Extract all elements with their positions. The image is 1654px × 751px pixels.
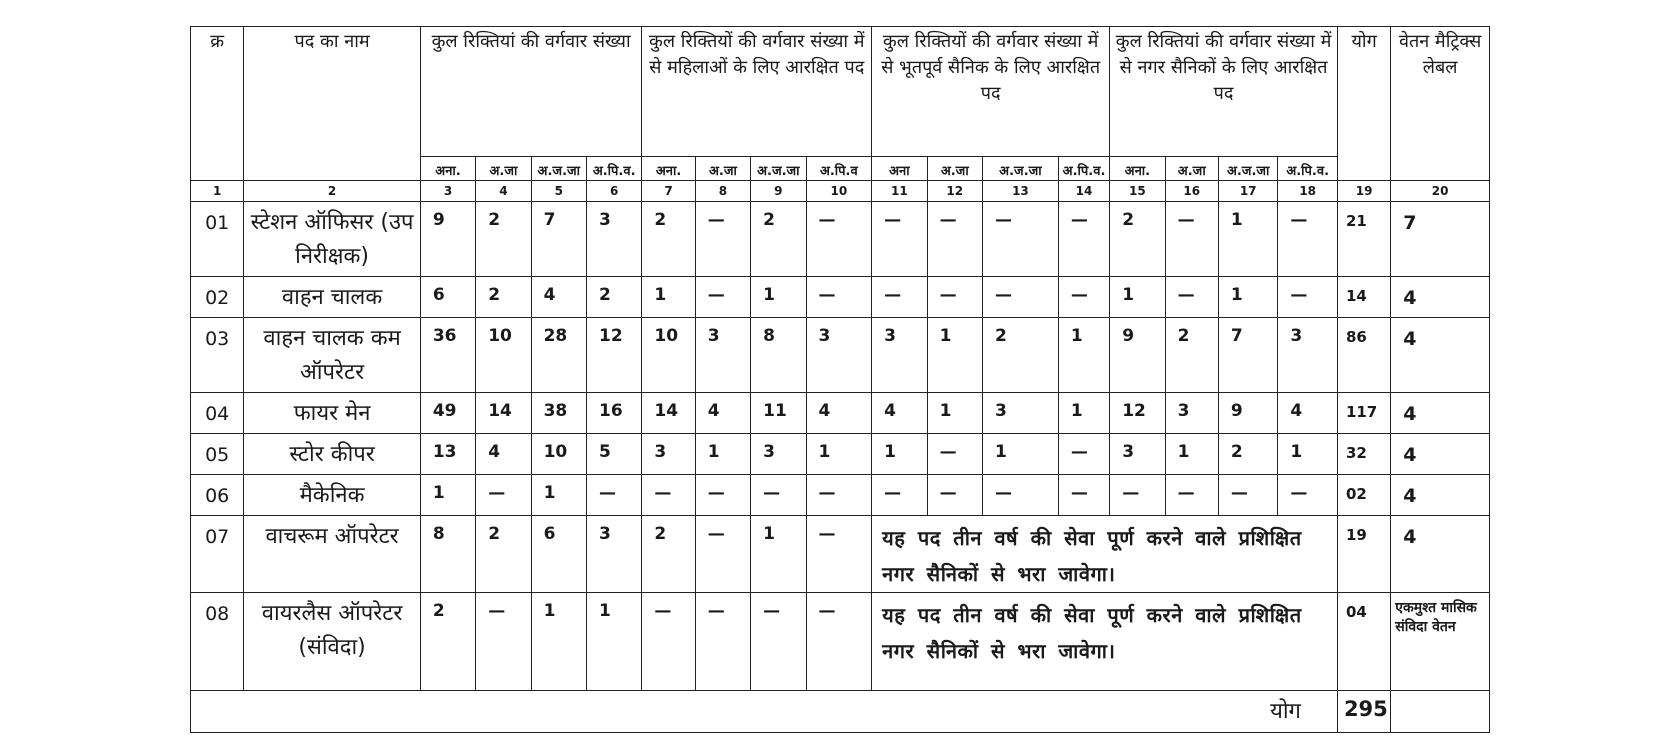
column-number: 8 <box>695 181 750 202</box>
vacancy-count: — <box>751 475 806 516</box>
vacancy-count: 4 <box>806 393 872 434</box>
vacancy-count: 14 <box>476 393 531 434</box>
vacancy-count: 10 <box>642 318 695 393</box>
vacancy-count: 3 <box>1278 318 1338 393</box>
header-general-vacancies: कुल रिक्तियां की वर्गवार संख्या <box>420 27 642 157</box>
post-name: मैकेनिक <box>244 475 420 516</box>
column-number: 16 <box>1165 181 1218 202</box>
vacancy-count: 3 <box>586 202 641 277</box>
category-subheader: अ.जा <box>927 157 982 181</box>
column-number: 9 <box>751 181 806 202</box>
vacancy-count: 1 <box>1165 434 1218 475</box>
header-post-name: पद का नाम <box>244 27 420 181</box>
reservation-note: यह पद तीन वर्ष की सेवा पूर्ण करने वाले प्रशिक्षित नगर सैनिकों से भरा जावेगा। <box>872 516 1338 593</box>
vacancy-count: 3 <box>1165 393 1218 434</box>
vacancy-count: 2 <box>982 318 1058 393</box>
vacancy-count: 4 <box>476 434 531 475</box>
vacancy-count: — <box>1165 277 1218 318</box>
vacancy-count: — <box>982 277 1058 318</box>
vacancy-count: 10 <box>531 434 586 475</box>
header-serial: क्र <box>191 27 244 181</box>
post-name: वाहन चालक <box>244 277 420 318</box>
vacancy-count: 1 <box>982 434 1058 475</box>
vacancy-count: — <box>806 202 872 277</box>
post-name: वायरलैस ऑपरेटर (संविदा) <box>244 593 420 691</box>
vacancy-count: — <box>1058 277 1109 318</box>
category-subheader: अ.पि.व. <box>586 157 641 181</box>
pay-matrix-level: 4 <box>1391 277 1490 318</box>
vacancy-count: 3 <box>1110 434 1165 475</box>
vacancy-rows <box>191 202 1490 691</box>
vacancy-count: 9 <box>1218 393 1278 434</box>
column-number: 19 <box>1337 181 1390 202</box>
column-number: 15 <box>1110 181 1165 202</box>
category-subheader: अ.ज.जा <box>982 157 1058 181</box>
row-total: 14 <box>1337 277 1390 318</box>
column-number: 12 <box>927 181 982 202</box>
vacancy-count: — <box>806 593 872 691</box>
table-row <box>191 202 1490 277</box>
vacancy-count: — <box>1278 202 1338 277</box>
vacancy-count: — <box>982 475 1058 516</box>
vacancy-count: — <box>927 277 982 318</box>
vacancy-count: 1 <box>695 434 750 475</box>
vacancy-count: 4 <box>1278 393 1338 434</box>
vacancy-count: 2 <box>1165 318 1218 393</box>
row-total: 19 <box>1337 516 1390 593</box>
vacancy-count: — <box>927 434 982 475</box>
column-number: 14 <box>1058 181 1109 202</box>
category-subheader: अ.ज.जा <box>531 157 586 181</box>
vacancy-count: 9 <box>1110 318 1165 393</box>
vacancy-table <box>190 26 1490 733</box>
table-row <box>191 593 1490 691</box>
pay-matrix-level: 4 <box>1391 434 1490 475</box>
serial-number: 04 <box>191 393 244 434</box>
table-row <box>191 475 1490 516</box>
column-number: 10 <box>806 181 872 202</box>
vacancy-count: 1 <box>642 277 695 318</box>
vacancy-count: 8 <box>420 516 475 593</box>
vacancy-count: 49 <box>420 393 475 434</box>
vacancy-count: — <box>695 277 750 318</box>
vacancy-count: 10 <box>476 318 531 393</box>
table-row <box>191 434 1490 475</box>
vacancy-count: 12 <box>586 318 641 393</box>
vacancy-count: 1 <box>751 277 806 318</box>
pay-matrix-level: 4 <box>1391 318 1490 393</box>
vacancy-count: — <box>695 516 750 593</box>
footer-row <box>191 691 1490 733</box>
category-subheader: अना. <box>1110 157 1165 181</box>
vacancy-count: 6 <box>531 516 586 593</box>
vacancy-count: 4 <box>695 393 750 434</box>
vacancy-count: 1 <box>586 593 641 691</box>
vacancy-count: — <box>806 277 872 318</box>
row-total: 21 <box>1337 202 1390 277</box>
post-name: स्टेशन ऑफिसर (उप निरीक्षक) <box>244 202 420 277</box>
vacancy-count: 1 <box>927 318 982 393</box>
category-subheader: अना. <box>420 157 475 181</box>
vacancy-count: 5 <box>586 434 641 475</box>
vacancy-count: — <box>1165 202 1218 277</box>
vacancy-count: 9 <box>420 202 475 277</box>
vacancy-count: — <box>927 475 982 516</box>
column-number: 17 <box>1218 181 1278 202</box>
vacancy-count: 4 <box>531 277 586 318</box>
vacancy-count: 8 <box>751 318 806 393</box>
vacancy-count: — <box>695 202 750 277</box>
vacancy-count: 2 <box>420 593 475 691</box>
column-number: 6 <box>586 181 641 202</box>
vacancy-count: 1 <box>927 393 982 434</box>
vacancy-count: 1 <box>1278 434 1338 475</box>
serial-number: 06 <box>191 475 244 516</box>
column-number: 4 <box>476 181 531 202</box>
vacancy-count: — <box>872 475 927 516</box>
vacancy-count: 7 <box>531 202 586 277</box>
table-row <box>191 516 1490 593</box>
column-number: 7 <box>642 181 695 202</box>
footer-empty-cell <box>1391 691 1490 733</box>
vacancy-count: 2 <box>476 277 531 318</box>
column-number-row <box>191 181 1490 202</box>
vacancy-count: — <box>642 593 695 691</box>
category-subheader: अ.पि.व. <box>1058 157 1109 181</box>
column-number: 1 <box>191 181 244 202</box>
vacancy-count: 3 <box>695 318 750 393</box>
vacancy-count: 2 <box>476 202 531 277</box>
vacancy-count: — <box>586 475 641 516</box>
vacancy-count: 1 <box>872 434 927 475</box>
table-row <box>191 277 1490 318</box>
vacancy-count: 4 <box>872 393 927 434</box>
header-ex-servicemen-reserved: कुल रिक्तियों की वर्गवार संख्या में से भूतपूर्व सैनिक के लिए आरक्षित पद <box>872 27 1110 157</box>
vacancy-count: 28 <box>531 318 586 393</box>
vacancy-count: 3 <box>751 434 806 475</box>
pay-matrix-level: 4 <box>1391 393 1490 434</box>
footer-total-value: 295 <box>1337 691 1390 733</box>
category-subheader: अ.जा <box>695 157 750 181</box>
vacancy-count: 1 <box>1058 318 1109 393</box>
vacancy-count: — <box>642 475 695 516</box>
category-subheader: अ.ज.जा <box>751 157 806 181</box>
vacancy-count: 2 <box>586 277 641 318</box>
vacancy-count: 2 <box>751 202 806 277</box>
serial-number: 08 <box>191 593 244 691</box>
vacancy-count: 16 <box>586 393 641 434</box>
vacancy-count: 6 <box>420 277 475 318</box>
vacancy-count: 36 <box>420 318 475 393</box>
header-pay-matrix: वेतन मैट्रिक्स लेबल <box>1391 27 1490 181</box>
vacancy-count: 1 <box>1218 277 1278 318</box>
vacancy-count: — <box>751 593 806 691</box>
vacancy-count: — <box>1058 202 1109 277</box>
vacancy-count: 3 <box>642 434 695 475</box>
table-row <box>191 393 1490 434</box>
vacancy-count: 1 <box>531 593 586 691</box>
table-row <box>191 318 1490 393</box>
vacancy-count: 13 <box>420 434 475 475</box>
serial-number: 03 <box>191 318 244 393</box>
header-home-guard-reserved: कुल रिक्तियां की वर्गवार संख्या में से नगर सैनिकों के लिए आरक्षित पद <box>1110 27 1338 157</box>
post-name: फायर मेन <box>244 393 420 434</box>
post-name: वाहन चालक कम ऑपरेटर <box>244 318 420 393</box>
vacancy-count: — <box>1058 475 1109 516</box>
vacancy-count: 3 <box>586 516 641 593</box>
footer-total-label: योग <box>191 691 1338 733</box>
vacancy-count: 2 <box>642 516 695 593</box>
vacancy-count: 1 <box>531 475 586 516</box>
column-number: 5 <box>531 181 586 202</box>
category-subheader: अ.पि.व <box>806 157 872 181</box>
row-total: 117 <box>1337 393 1390 434</box>
post-name: स्टोर कीपर <box>244 434 420 475</box>
category-subheader: अ.जा <box>1165 157 1218 181</box>
column-number: 3 <box>420 181 475 202</box>
header-women-reserved: कुल रिक्तियों की वर्गवार संख्या में से महिलाओं के लिए आरक्षित पद <box>642 27 872 157</box>
header-total: योग <box>1337 27 1390 181</box>
row-total: 32 <box>1337 434 1390 475</box>
vacancy-count: — <box>695 475 750 516</box>
vacancy-count: 7 <box>1218 318 1278 393</box>
vacancy-count: 1 <box>1058 393 1109 434</box>
vacancy-count: — <box>1278 277 1338 318</box>
vacancy-count: 12 <box>1110 393 1165 434</box>
column-number: 18 <box>1278 181 1338 202</box>
pay-matrix-level: 4 <box>1391 516 1490 593</box>
column-number: 2 <box>244 181 420 202</box>
vacancy-count: 1 <box>420 475 475 516</box>
vacancy-count: — <box>695 593 750 691</box>
vacancy-count: 3 <box>872 318 927 393</box>
pay-matrix-level: एकमुश्त मासिक संविदा वेतन <box>1391 593 1490 691</box>
vacancy-count: 14 <box>642 393 695 434</box>
vacancy-count: 2 <box>476 516 531 593</box>
vacancy-count: 2 <box>1110 202 1165 277</box>
vacancy-count: — <box>806 516 872 593</box>
serial-number: 01 <box>191 202 244 277</box>
vacancy-count: 2 <box>1218 434 1278 475</box>
vacancy-count: — <box>872 277 927 318</box>
vacancy-count: — <box>927 202 982 277</box>
vacancy-count: 1 <box>806 434 872 475</box>
category-subheader: अ.जा <box>476 157 531 181</box>
vacancy-count: — <box>806 475 872 516</box>
row-total: 86 <box>1337 318 1390 393</box>
vacancy-count: 1 <box>1218 202 1278 277</box>
vacancy-count: — <box>1058 434 1109 475</box>
vacancy-count: 38 <box>531 393 586 434</box>
pay-matrix-level: 7 <box>1391 202 1490 277</box>
vacancy-count: — <box>872 202 927 277</box>
column-number: 20 <box>1391 181 1490 202</box>
category-subheader: अना. <box>642 157 695 181</box>
pay-matrix-level: 4 <box>1391 475 1490 516</box>
row-total: 04 <box>1337 593 1390 691</box>
vacancy-count: 1 <box>751 516 806 593</box>
vacancy-count: 3 <box>982 393 1058 434</box>
vacancy-count: — <box>476 475 531 516</box>
reservation-note: यह पद तीन वर्ष की सेवा पूर्ण करने वाले प्रशिक्षित नगर सैनिकों से भरा जावेगा। <box>872 593 1338 691</box>
vacancy-count: 1 <box>1110 277 1165 318</box>
vacancy-count: 2 <box>642 202 695 277</box>
serial-number: 07 <box>191 516 244 593</box>
category-subheader: अ.ज.जा <box>1218 157 1278 181</box>
category-subheader: अना <box>872 157 927 181</box>
vacancy-count: — <box>1218 475 1278 516</box>
serial-number: 05 <box>191 434 244 475</box>
post-name: वाचरूम ऑपरेटर <box>244 516 420 593</box>
vacancy-count: — <box>1110 475 1165 516</box>
vacancy-count: 3 <box>806 318 872 393</box>
serial-number: 02 <box>191 277 244 318</box>
column-number: 11 <box>872 181 927 202</box>
category-subheader: अ.पि.व. <box>1278 157 1338 181</box>
row-total: 02 <box>1337 475 1390 516</box>
vacancy-count: — <box>1278 475 1338 516</box>
vacancy-count: 11 <box>751 393 806 434</box>
column-number: 13 <box>982 181 1058 202</box>
vacancy-document <box>190 26 1490 733</box>
vacancy-count: — <box>1165 475 1218 516</box>
vacancy-count: — <box>476 593 531 691</box>
vacancy-count: — <box>982 202 1058 277</box>
